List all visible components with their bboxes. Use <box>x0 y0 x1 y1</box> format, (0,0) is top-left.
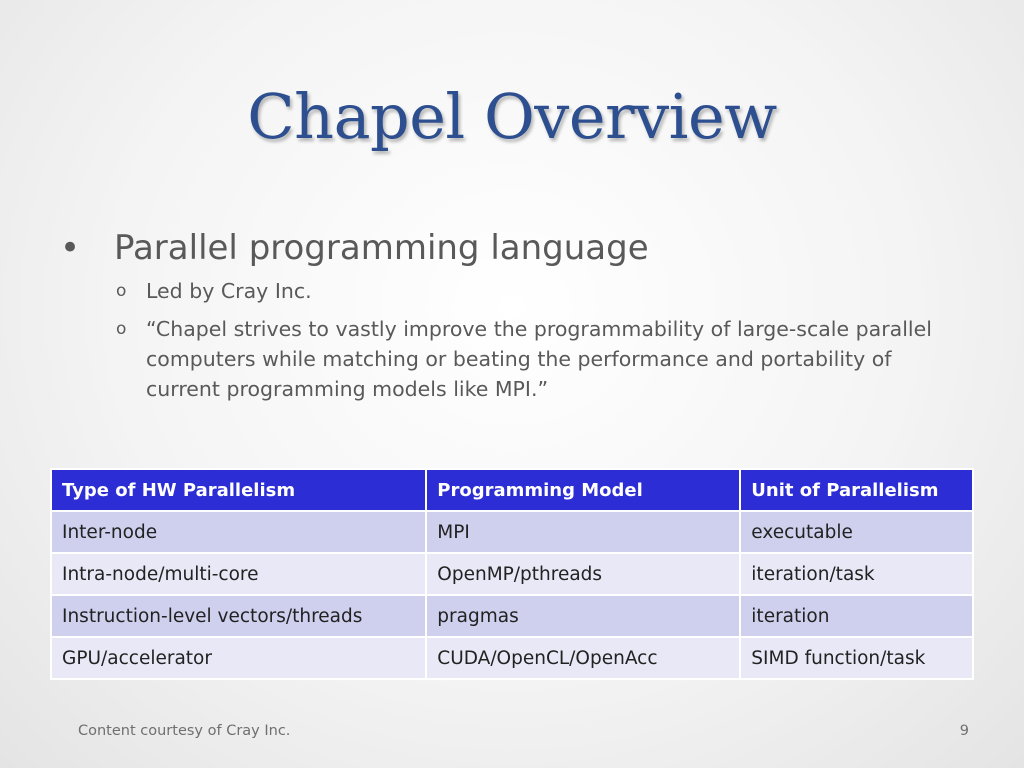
table-cell: iteration/task <box>740 553 973 595</box>
table-row <box>51 595 973 637</box>
footer-credit: Content courtesy of Cray Inc. <box>78 723 291 739</box>
sub-bullet-1 <box>60 276 960 306</box>
bullet-main <box>60 226 960 270</box>
bullet-list <box>60 226 960 404</box>
table-header-cell: Unit of Parallelism <box>740 469 973 511</box>
table-cell: SIMD function/task <box>740 637 973 679</box>
table-cell: executable <box>740 511 973 553</box>
table-row <box>51 637 973 679</box>
table-header-cell: Programming Model <box>426 469 740 511</box>
slide-title: Chapel Overview <box>247 80 777 153</box>
table-header-row <box>51 469 973 511</box>
sub-bullet-marker-icon: o <box>116 319 127 339</box>
table-cell: Inter-node <box>51 511 426 553</box>
bullet-main-text: Parallel programming language <box>114 228 649 268</box>
table-cell: GPU/accelerator <box>51 637 426 679</box>
table-cell: OpenMP/pthreads <box>426 553 740 595</box>
table-row <box>51 511 973 553</box>
sub-bullet-text: “Chapel strives to vastly improve the programmability of large-scale parallel computers while matching or beating the performance and portability of current programming models like MPI.” <box>146 317 932 401</box>
table-cell: MPI <box>426 511 740 553</box>
table-cell: iteration <box>740 595 973 637</box>
table-cell: pragmas <box>426 595 740 637</box>
sub-bullet-2 <box>60 314 960 404</box>
bullet-dot-icon: • <box>60 228 81 268</box>
table-header-cell: Type of HW Parallelism <box>51 469 426 511</box>
parallelism-table <box>50 468 974 680</box>
table-row <box>51 553 973 595</box>
table-cell: Instruction-level vectors/threads <box>51 595 426 637</box>
sub-bullet-marker-icon: o <box>116 281 127 301</box>
table-cell: CUDA/OpenCL/OpenAcc <box>426 637 740 679</box>
page-number: 9 <box>959 723 969 739</box>
table-cell: Intra-node/multi-core <box>51 553 426 595</box>
sub-bullet-text: Led by Cray Inc. <box>146 279 312 303</box>
